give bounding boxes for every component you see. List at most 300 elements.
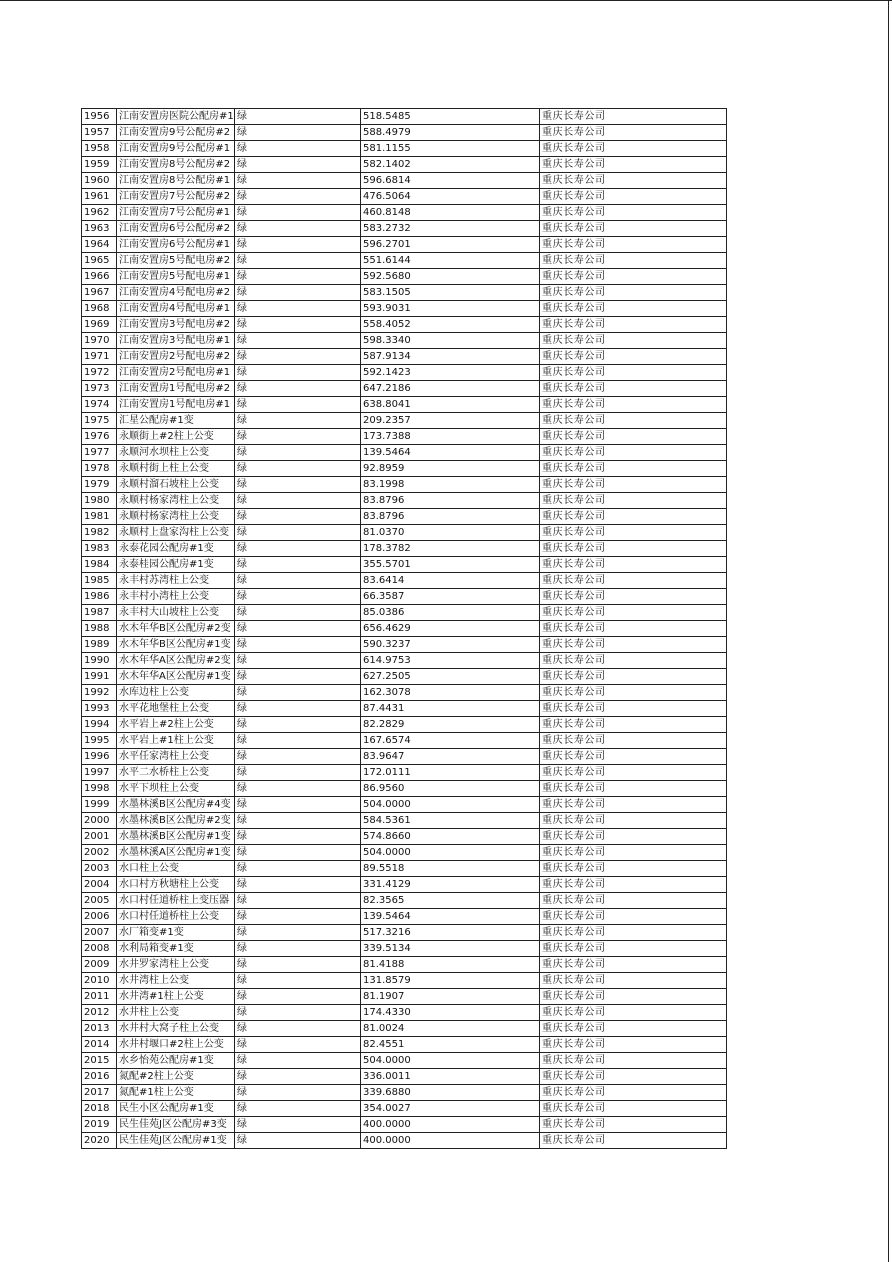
company-cell: 重庆长寿公司	[540, 237, 727, 253]
station-name-cell: 江南安置房7号公配房#1	[117, 205, 235, 221]
station-name-cell: 水厂箱变#1变	[117, 925, 235, 941]
status-color-cell: 绿	[235, 253, 361, 269]
value-cell: 83.8796	[361, 493, 540, 509]
row-id-cell: 1999	[82, 797, 117, 813]
row-id-cell: 2020	[82, 1133, 117, 1149]
value-cell: 582.1402	[361, 157, 540, 173]
status-color-cell: 绿	[235, 973, 361, 989]
table-row	[82, 557, 727, 573]
station-name-cell: 水井村大窝子柱上公变	[117, 1021, 235, 1037]
table-row	[82, 605, 727, 621]
row-id-cell: 1995	[82, 733, 117, 749]
value-cell: 504.0000	[361, 1053, 540, 1069]
row-id-cell: 1971	[82, 349, 117, 365]
table-row	[82, 1021, 727, 1037]
status-color-cell: 绿	[235, 621, 361, 637]
table-row	[82, 973, 727, 989]
table-row	[82, 269, 727, 285]
station-name-cell: 水平岩上#2柱上公变	[117, 717, 235, 733]
value-cell: 89.5518	[361, 861, 540, 877]
table-row	[82, 1005, 727, 1021]
table-row	[82, 253, 727, 269]
company-cell: 重庆长寿公司	[540, 253, 727, 269]
table-row	[82, 109, 727, 125]
row-id-cell: 1998	[82, 781, 117, 797]
row-id-cell: 2014	[82, 1037, 117, 1053]
row-id-cell: 1987	[82, 605, 117, 621]
status-color-cell: 绿	[235, 205, 361, 221]
table-row	[82, 445, 727, 461]
row-id-cell: 2010	[82, 973, 117, 989]
status-color-cell: 绿	[235, 365, 361, 381]
station-name-cell: 江南安置房9号公配房#2	[117, 125, 235, 141]
table-row	[82, 893, 727, 909]
table-row	[82, 909, 727, 925]
status-color-cell: 绿	[235, 1101, 361, 1117]
table-row	[82, 493, 727, 509]
station-name-cell: 永顺村溜石坡柱上公变	[117, 477, 235, 493]
company-cell: 重庆长寿公司	[540, 685, 727, 701]
status-color-cell: 绿	[235, 541, 361, 557]
table-row	[82, 541, 727, 557]
table-row	[82, 1053, 727, 1069]
station-name-cell: 水平岩上#1柱上公变	[117, 733, 235, 749]
table-row	[82, 637, 727, 653]
company-cell: 重庆长寿公司	[540, 941, 727, 957]
value-cell: 551.6144	[361, 253, 540, 269]
status-color-cell: 绿	[235, 829, 361, 845]
table-row	[82, 1117, 727, 1133]
value-cell: 83.6414	[361, 573, 540, 589]
row-id-cell: 2018	[82, 1101, 117, 1117]
station-name-cell: 汇星公配房#1变	[117, 413, 235, 429]
table-row	[82, 701, 727, 717]
value-cell: 504.0000	[361, 845, 540, 861]
status-color-cell: 绿	[235, 925, 361, 941]
row-id-cell: 1990	[82, 653, 117, 669]
table-row	[82, 1085, 727, 1101]
station-name-cell: 水木年华B区公配房#2变	[117, 621, 235, 637]
status-color-cell: 绿	[235, 845, 361, 861]
value-cell: 355.5701	[361, 557, 540, 573]
station-name-cell: 永丰村大山坡柱上公变	[117, 605, 235, 621]
station-name-cell: 水井湾#1柱上公变	[117, 989, 235, 1005]
table-row	[82, 349, 727, 365]
status-color-cell: 绿	[235, 893, 361, 909]
status-color-cell: 绿	[235, 1053, 361, 1069]
status-color-cell: 绿	[235, 125, 361, 141]
status-color-cell: 绿	[235, 445, 361, 461]
company-cell: 重庆长寿公司	[540, 509, 727, 525]
table-row	[82, 749, 727, 765]
row-id-cell: 1959	[82, 157, 117, 173]
value-cell: 598.3340	[361, 333, 540, 349]
status-color-cell: 绿	[235, 1005, 361, 1021]
company-cell: 重庆长寿公司	[540, 637, 727, 653]
status-color-cell: 绿	[235, 157, 361, 173]
status-color-cell: 绿	[235, 637, 361, 653]
value-cell: 583.1505	[361, 285, 540, 301]
company-cell: 重庆长寿公司	[540, 381, 727, 397]
station-name-cell: 水木年华A区公配房#1变	[117, 669, 235, 685]
value-cell: 476.5064	[361, 189, 540, 205]
row-id-cell: 1991	[82, 669, 117, 685]
company-cell: 重庆长寿公司	[540, 557, 727, 573]
value-cell: 574.8660	[361, 829, 540, 845]
station-name-cell: 江南安置房5号配电房#2	[117, 253, 235, 269]
company-cell: 重庆长寿公司	[540, 893, 727, 909]
status-color-cell: 绿	[235, 653, 361, 669]
company-cell: 重庆长寿公司	[540, 1037, 727, 1053]
value-cell: 86.9560	[361, 781, 540, 797]
row-id-cell: 1956	[82, 109, 117, 125]
company-cell: 重庆长寿公司	[540, 397, 727, 413]
value-cell: 592.1423	[361, 365, 540, 381]
value-cell: 584.5361	[361, 813, 540, 829]
row-id-cell: 2000	[82, 813, 117, 829]
value-cell: 587.9134	[361, 349, 540, 365]
company-cell: 重庆长寿公司	[540, 797, 727, 813]
row-id-cell: 2012	[82, 1005, 117, 1021]
value-cell: 173.7388	[361, 429, 540, 445]
status-color-cell: 绿	[235, 1069, 361, 1085]
status-color-cell: 绿	[235, 525, 361, 541]
value-cell: 638.8041	[361, 397, 540, 413]
station-name-cell: 水利局箱变#1变	[117, 941, 235, 957]
company-cell: 重庆长寿公司	[540, 973, 727, 989]
data-table	[81, 108, 727, 1149]
status-color-cell: 绿	[235, 1133, 361, 1149]
status-color-cell: 绿	[235, 605, 361, 621]
row-id-cell: 1967	[82, 285, 117, 301]
value-cell: 81.1907	[361, 989, 540, 1005]
company-cell: 重庆长寿公司	[540, 413, 727, 429]
status-color-cell: 绿	[235, 957, 361, 973]
row-id-cell: 2013	[82, 1021, 117, 1037]
row-id-cell: 2009	[82, 957, 117, 973]
value-cell: 82.2829	[361, 717, 540, 733]
status-color-cell: 绿	[235, 717, 361, 733]
row-id-cell: 2008	[82, 941, 117, 957]
status-color-cell: 绿	[235, 141, 361, 157]
row-id-cell: 2001	[82, 829, 117, 845]
company-cell: 重庆长寿公司	[540, 1069, 727, 1085]
row-id-cell: 1961	[82, 189, 117, 205]
value-cell: 596.2701	[361, 237, 540, 253]
station-name-cell: 江南安置房2号配电房#2	[117, 349, 235, 365]
status-color-cell: 绿	[235, 861, 361, 877]
table-row	[82, 733, 727, 749]
status-color-cell: 绿	[235, 909, 361, 925]
value-cell: 85.0386	[361, 605, 540, 621]
row-id-cell: 1977	[82, 445, 117, 461]
company-cell: 重庆长寿公司	[540, 749, 727, 765]
table-row	[82, 157, 727, 173]
row-id-cell: 1963	[82, 221, 117, 237]
row-id-cell: 1970	[82, 333, 117, 349]
station-name-cell: 江南安置房3号配电房#2	[117, 317, 235, 333]
row-id-cell: 1985	[82, 573, 117, 589]
station-name-cell: 江南安置房1号配电房#1	[117, 397, 235, 413]
status-color-cell: 绿	[235, 493, 361, 509]
row-id-cell: 2006	[82, 909, 117, 925]
value-cell: 174.4330	[361, 1005, 540, 1021]
company-cell: 重庆长寿公司	[540, 525, 727, 541]
table-row	[82, 397, 727, 413]
row-id-cell: 1982	[82, 525, 117, 541]
station-name-cell: 水井村堰口#2柱上公变	[117, 1037, 235, 1053]
company-cell: 重庆长寿公司	[540, 861, 727, 877]
row-id-cell: 2015	[82, 1053, 117, 1069]
table-row	[82, 621, 727, 637]
table-row	[82, 413, 727, 429]
row-id-cell: 2002	[82, 845, 117, 861]
station-name-cell: 水口柱上公变	[117, 861, 235, 877]
company-cell: 重庆长寿公司	[540, 957, 727, 973]
table-row	[82, 861, 727, 877]
company-cell: 重庆长寿公司	[540, 141, 727, 157]
table-row	[82, 685, 727, 701]
value-cell: 331.4129	[361, 877, 540, 893]
company-cell: 重庆长寿公司	[540, 1021, 727, 1037]
company-cell: 重庆长寿公司	[540, 589, 727, 605]
station-name-cell: 江南安置房4号配电房#1	[117, 301, 235, 317]
company-cell: 重庆长寿公司	[540, 301, 727, 317]
company-cell: 重庆长寿公司	[540, 733, 727, 749]
row-id-cell: 1976	[82, 429, 117, 445]
status-color-cell: 绿	[235, 589, 361, 605]
station-name-cell: 水井湾柱上公变	[117, 973, 235, 989]
status-color-cell: 绿	[235, 1085, 361, 1101]
value-cell: 400.0000	[361, 1133, 540, 1149]
company-cell: 重庆长寿公司	[540, 605, 727, 621]
table-row	[82, 285, 727, 301]
table-row	[82, 141, 727, 157]
row-id-cell: 1979	[82, 477, 117, 493]
page-right-border	[888, 0, 889, 1262]
station-name-cell: 水平二水桥柱上公变	[117, 765, 235, 781]
row-id-cell: 1978	[82, 461, 117, 477]
table-row	[82, 125, 727, 141]
table-row	[82, 365, 727, 381]
status-color-cell: 绿	[235, 269, 361, 285]
company-cell: 重庆长寿公司	[540, 989, 727, 1005]
station-name-cell: 永顺村上盘家沟柱上公变	[117, 525, 235, 541]
station-name-cell: 江南安置房6号公配房#1	[117, 237, 235, 253]
row-id-cell: 1981	[82, 509, 117, 525]
station-name-cell: 永顺街上#2柱上公变	[117, 429, 235, 445]
status-color-cell: 绿	[235, 173, 361, 189]
value-cell: 81.0370	[361, 525, 540, 541]
company-cell: 重庆长寿公司	[540, 189, 727, 205]
company-cell: 重庆长寿公司	[540, 573, 727, 589]
value-cell: 592.5680	[361, 269, 540, 285]
row-id-cell: 1993	[82, 701, 117, 717]
status-color-cell: 绿	[235, 989, 361, 1005]
company-cell: 重庆长寿公司	[540, 445, 727, 461]
station-name-cell: 江南安置房1号配电房#2	[117, 381, 235, 397]
company-cell: 重庆长寿公司	[540, 221, 727, 237]
station-name-cell: 水墨林溪B区公配房#1变	[117, 829, 235, 845]
status-color-cell: 绿	[235, 349, 361, 365]
value-cell: 593.9031	[361, 301, 540, 317]
station-name-cell: 永丰村小湾柱上公变	[117, 589, 235, 605]
status-color-cell: 绿	[235, 765, 361, 781]
table-row	[82, 1101, 727, 1117]
status-color-cell: 绿	[235, 669, 361, 685]
table-row	[82, 173, 727, 189]
station-name-cell: 永顺村杨家湾柱上公变	[117, 493, 235, 509]
row-id-cell: 1996	[82, 749, 117, 765]
company-cell: 重庆长寿公司	[540, 493, 727, 509]
table-row	[82, 877, 727, 893]
status-color-cell: 绿	[235, 557, 361, 573]
status-color-cell: 绿	[235, 733, 361, 749]
value-cell: 139.5464	[361, 445, 540, 461]
table-row	[82, 845, 727, 861]
row-id-cell: 1986	[82, 589, 117, 605]
status-color-cell: 绿	[235, 429, 361, 445]
row-id-cell: 1994	[82, 717, 117, 733]
station-name-cell: 水口村方秋塘柱上公变	[117, 877, 235, 893]
value-cell: 656.4629	[361, 621, 540, 637]
row-id-cell: 1964	[82, 237, 117, 253]
value-cell: 83.9647	[361, 749, 540, 765]
company-cell: 重庆长寿公司	[540, 1053, 727, 1069]
status-color-cell: 绿	[235, 685, 361, 701]
station-name-cell: 水井罗家湾柱上公变	[117, 957, 235, 973]
company-cell: 重庆长寿公司	[540, 1133, 727, 1149]
company-cell: 重庆长寿公司	[540, 1005, 727, 1021]
row-id-cell: 2003	[82, 861, 117, 877]
row-id-cell: 1960	[82, 173, 117, 189]
status-color-cell: 绿	[235, 1021, 361, 1037]
value-cell: 517.3216	[361, 925, 540, 941]
row-id-cell: 1989	[82, 637, 117, 653]
row-id-cell: 1958	[82, 141, 117, 157]
value-cell: 400.0000	[361, 1117, 540, 1133]
status-color-cell: 绿	[235, 317, 361, 333]
table-row	[82, 589, 727, 605]
row-id-cell: 2019	[82, 1117, 117, 1133]
row-id-cell: 1966	[82, 269, 117, 285]
value-cell: 178.3782	[361, 541, 540, 557]
value-cell: 581.1155	[361, 141, 540, 157]
station-name-cell: 水口村任道桥柱上变压器	[117, 893, 235, 909]
company-cell: 重庆长寿公司	[540, 925, 727, 941]
table-row	[82, 829, 727, 845]
status-color-cell: 绿	[235, 397, 361, 413]
company-cell: 重庆长寿公司	[540, 109, 727, 125]
station-name-cell: 水口村任道桥柱上公变	[117, 909, 235, 925]
table-row	[82, 669, 727, 685]
value-cell: 131.8579	[361, 973, 540, 989]
company-cell: 重庆长寿公司	[540, 829, 727, 845]
row-id-cell: 1962	[82, 205, 117, 221]
station-name-cell: 江南安置房8号公配房#2	[117, 157, 235, 173]
station-name-cell: 水墨林溪B区公配房#4变	[117, 797, 235, 813]
station-name-cell: 水墨林溪A区公配房#1变	[117, 845, 235, 861]
row-id-cell: 2005	[82, 893, 117, 909]
status-color-cell: 绿	[235, 573, 361, 589]
status-color-cell: 绿	[235, 813, 361, 829]
company-cell: 重庆长寿公司	[540, 701, 727, 717]
company-cell: 重庆长寿公司	[540, 653, 727, 669]
company-cell: 重庆长寿公司	[540, 621, 727, 637]
table-row	[82, 237, 727, 253]
company-cell: 重庆长寿公司	[540, 669, 727, 685]
status-color-cell: 绿	[235, 749, 361, 765]
table-row	[82, 765, 727, 781]
company-cell: 重庆长寿公司	[540, 541, 727, 557]
station-name-cell: 永顺村杨家湾柱上公变	[117, 509, 235, 525]
company-cell: 重庆长寿公司	[540, 717, 727, 733]
row-id-cell: 2004	[82, 877, 117, 893]
company-cell: 重庆长寿公司	[540, 1085, 727, 1101]
company-cell: 重庆长寿公司	[540, 269, 727, 285]
value-cell: 504.0000	[361, 797, 540, 813]
status-color-cell: 绿	[235, 797, 361, 813]
company-cell: 重庆长寿公司	[540, 429, 727, 445]
status-color-cell: 绿	[235, 1117, 361, 1133]
station-name-cell: 江南安置房3号配电房#1	[117, 333, 235, 349]
value-cell: 172.0111	[361, 765, 540, 781]
table-row	[82, 381, 727, 397]
value-cell: 82.3565	[361, 893, 540, 909]
value-cell: 518.5485	[361, 109, 540, 125]
company-cell: 重庆长寿公司	[540, 125, 727, 141]
station-name-cell: 氮配#1柱上公变	[117, 1085, 235, 1101]
station-name-cell: 氮配#2柱上公变	[117, 1069, 235, 1085]
value-cell: 82.4551	[361, 1037, 540, 1053]
status-color-cell: 绿	[235, 1037, 361, 1053]
status-color-cell: 绿	[235, 413, 361, 429]
status-color-cell: 绿	[235, 877, 361, 893]
value-cell: 614.9753	[361, 653, 540, 669]
table-row	[82, 221, 727, 237]
station-name-cell: 江南安置房5号配电房#1	[117, 269, 235, 285]
company-cell: 重庆长寿公司	[540, 1101, 727, 1117]
table-row	[82, 205, 727, 221]
station-name-cell: 江南安置房6号公配房#2	[117, 221, 235, 237]
table-row	[82, 317, 727, 333]
company-cell: 重庆长寿公司	[540, 173, 727, 189]
row-id-cell: 1975	[82, 413, 117, 429]
station-name-cell: 水木年华B区公配房#1变	[117, 637, 235, 653]
value-cell: 162.3078	[361, 685, 540, 701]
company-cell: 重庆长寿公司	[540, 205, 727, 221]
value-cell: 583.2732	[361, 221, 540, 237]
table-row	[82, 1037, 727, 1053]
company-cell: 重庆长寿公司	[540, 285, 727, 301]
status-color-cell: 绿	[235, 477, 361, 493]
row-id-cell: 1992	[82, 685, 117, 701]
table-row	[82, 957, 727, 973]
row-id-cell: 1965	[82, 253, 117, 269]
company-cell: 重庆长寿公司	[540, 349, 727, 365]
row-id-cell: 1984	[82, 557, 117, 573]
table-row	[82, 333, 727, 349]
value-cell: 139.5464	[361, 909, 540, 925]
station-name-cell: 水木年华A区公配房#2变	[117, 653, 235, 669]
value-cell: 87.4431	[361, 701, 540, 717]
status-color-cell: 绿	[235, 381, 361, 397]
station-name-cell: 江南安置房医院公配房#1	[117, 109, 235, 125]
station-name-cell: 民生佳苑J区公配房#1变	[117, 1133, 235, 1149]
status-color-cell: 绿	[235, 333, 361, 349]
table-row	[82, 525, 727, 541]
table-row	[82, 813, 727, 829]
